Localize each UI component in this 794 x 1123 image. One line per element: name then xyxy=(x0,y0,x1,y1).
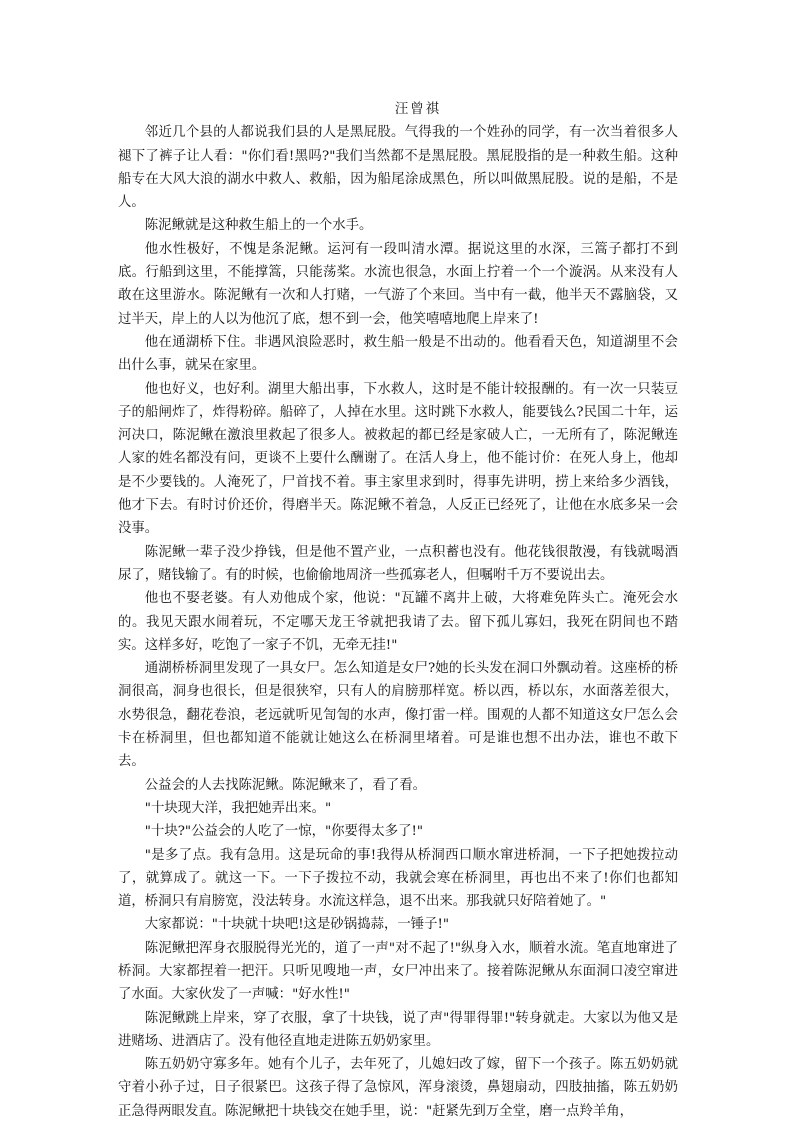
paragraph-10: "十块现大洋，我把她弄出来。" xyxy=(144,800,332,816)
paragraph-8: 通湖桥桥洞里发现了一具女尸。怎么知道是女尸?她的长头发在洞口外飘动着。这座桥的桥洞很高，洞身也很长，但是很狭窄，只有人的肩膀那样宽。桥以西，桥以东，水面落差很大，水势很急，翻花卷浪，老远就听见訇訇的水声，像打雷一样。围观的人都不知道这女尸怎么会卡在桥洞里，但也都知道不能就让她这么在桥洞里堵着。可是谁也想不出办法，谁也不敢下去。 xyxy=(118,661,678,770)
paragraph-11: "十块?"公益会的人吃了一惊，"你要得太多了!" xyxy=(144,824,424,840)
paragraph-2: 陈泥鳅就是这种救生船上的一个水手。 xyxy=(144,218,373,234)
paragraph-15: 陈泥鳅跳上岸来，穿了衣服，拿了十块钱，说了声"得罪得罪!"转身就走。大家以为他又是进赌场、进酒店了。没有他径直地走进陈五奶奶家里。 xyxy=(118,1010,678,1049)
document-page xyxy=(118,98,678,1123)
paragraph-13: 大家都说："十块就十块吧!这是砂锅捣蒜，一锤子!" xyxy=(144,917,450,933)
paragraph-4: 他在通湖桥下住。非遇风浪险恶时，救生船一般是不出动的。他看看天色，知道湖里不会出什么事，就呆在家里。 xyxy=(118,334,678,374)
paragraph-12: "是多了点。我有急用。这是玩命的事!我得从桥洞西口顺水窜进桥洞，一下子把她拨拉动了，就算成了。就这一下。一下子拨拉不动，我就会寒在桥洞里，再也出不来了!你们也都知道，桥洞只有肩膀宽，没法转身。水流这样急，退不出来。那我就只好陪着她了。" xyxy=(118,847,678,910)
author-name: 汪曾祺 xyxy=(394,102,442,117)
paragraph-1: 邻近几个县的人都说我们县的人是黑屁股。气得我的一个姓孙的同学，有一次当着很多人褪下了裤子让人看："你们看!黑吗?"我们当然都不是黑屁股。黑屁股指的是一种救生船。这种船专在大风大浪的湖水中救人、救船，因为船尾涂成黑色，所以叫做黑屁股。说的是船，不是人。 xyxy=(118,125,678,211)
paragraph-16: 陈五奶奶守寡多年。她有个儿子，去年死了，儿媳妇改了嫁，留下一个孩子。陈五奶奶就守着小孙子过，日子很紧巴。这孩子得了急惊风，浑身滚烫，鼻翅扇动，四肢抽搐，陈五奶奶正急得两眼发直。陈泥鳅把十块钱交在她手里，说："赶紧先到万全堂，磨一点羚羊角， xyxy=(118,1057,678,1119)
paragraph-3: 他水性极好，不愧是条泥鳅。运河有一段叫清水潭。据说这里的水深，三篙子都打不到底。行船到这里，不能撑篙，只能荡桨。水流也很急，水面上拧着一个一个漩涡。从来没有人敢在这里游水。陈泥鳅有一次和人打赌，一气游了个来回。当中有一截，他半天不露脑袋，又过半天，岸上的人以为他沉了底，想不到一会，他笑嘻嘻地爬上岸来了! xyxy=(118,241,678,327)
paragraph-9: 公益会的人去找陈泥鳅。陈泥鳅来了，看了看。 xyxy=(144,777,426,793)
paragraph-14: 陈泥鳅把浑身衣服脱得光光的，道了一声"对不起了!"纵身入水，顺着水流。笔直地窜进了桥洞。大家都捏着一把汗。只听见嗖地一声，女尸冲出来了。接着陈泥鳅从东面洞口凌空窜进了水面。大家伙发了一声喊："好水性!" xyxy=(118,940,678,1003)
paragraph-5: 他也好义，也好利。湖里大船出事，下水救人，这时是不能计较报酬的。有一次一只装豆子的船闸炸了，炸得粉碎。船碎了，人掉在水里。这时跳下水救人，能要钱么?民国二十年，运河决口，陈泥鳅在激浪里救起了很多人。被救起的都已经是家破人亡，一无所有了，陈泥鳅连人家的姓名都没有问，更谈不上要什么酬谢了。在活人身上，他不能讨价：在死人身上，他却是不少要钱的。人淹死了，尸首找不着。事主家里求到时，得事先讲明，捞上来给多少酒钱，他才下去。有时讨价还价，得磨半天。陈泥鳅不着急，人反正已经死了，让他在水底多呆一会没事。 xyxy=(118,381,678,537)
paragraph-6: 陈泥鳅一辈子没少挣钱，但是他不置产业，一点积蓄也没有。他花钱很散漫，有钱就喝酒尿了，赌钱输了。有的时候，也偷偷地周济一些孤寡老人，但嘱咐千万不要说出去。 xyxy=(118,544,678,583)
paragraph-7: 他也不娶老婆。有人劝他成个家，他说："瓦罐不离井上破，大将难免阵头亡。淹死会水的。我见天跟水闹着玩，不定哪天龙王爷就把我请了去。留下孤儿寡妇，我死在阴间也不踏实。这样多好，吃饱了一家子不饥，无牵无挂!" xyxy=(118,591,678,653)
